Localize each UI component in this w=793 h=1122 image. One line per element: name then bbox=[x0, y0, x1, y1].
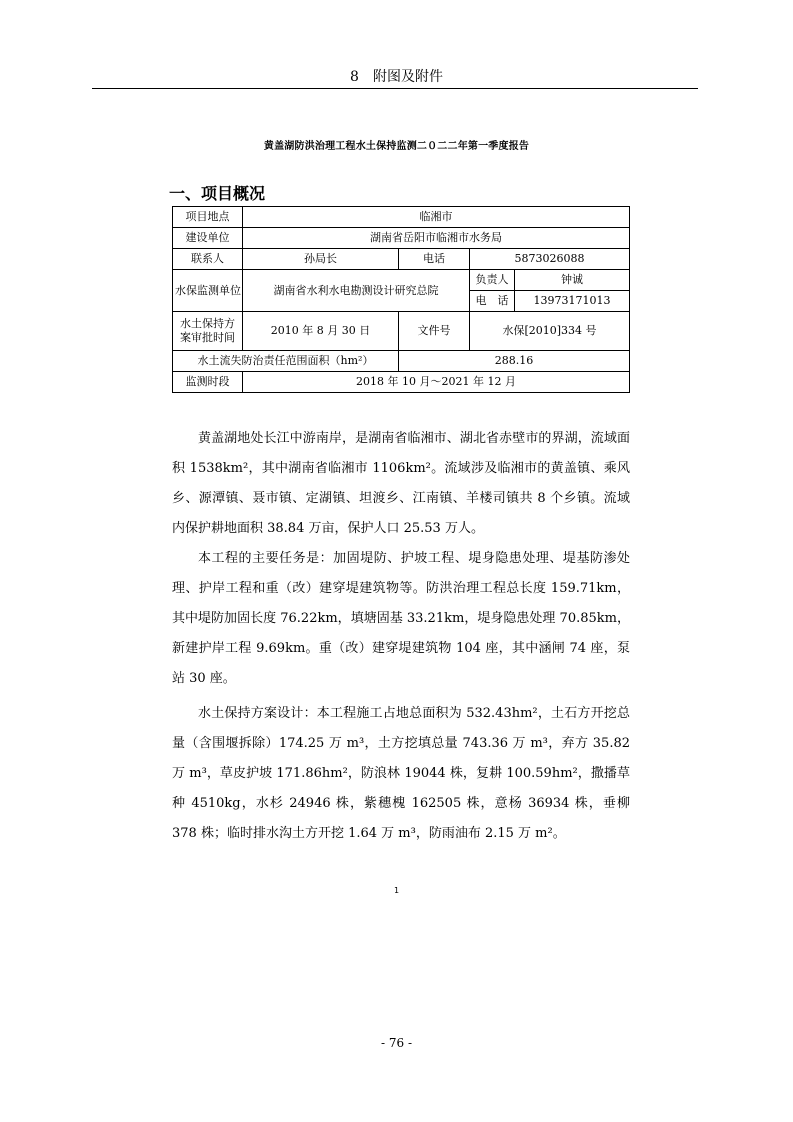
phone-label: 电话 bbox=[399, 249, 470, 270]
responsible-value: 钟诚 bbox=[515, 270, 630, 291]
inner-page-number: 1 bbox=[393, 886, 400, 895]
area-value: 288.16 bbox=[399, 351, 630, 372]
overview-paragraph: 黄盖湖地处长江中游南岸，是湖南省临湘市、湖北省赤壁市的界湖，流域面积 1538km²，其中湖南省临湘市 1106km²。流域涉及临湘市的黄盖镇、乘风乡、源潭镇、聂市镇、定湖镇、坦渡乡、江南镇、羊楼司镇共 8 个乡镇。流域内保护耕地面积 38.84 万亩，保护人口 25.53 万人。 bbox=[172, 431, 630, 536]
plan-label: 水土保持方案审批时间 bbox=[173, 312, 243, 351]
table-row bbox=[173, 249, 630, 270]
project-info-table bbox=[172, 206, 630, 393]
monitor-unit-value: 湖南省水利水电勘测设计研究总院 bbox=[243, 270, 470, 312]
table-row bbox=[173, 207, 630, 228]
table-row bbox=[173, 351, 630, 372]
section-title: 一、项目概况 bbox=[169, 184, 266, 203]
plan-date: 2010 年 8 月 30 日 bbox=[243, 312, 399, 351]
builder-value: 湖南省岳阳市临湘市水务局 bbox=[243, 228, 630, 249]
period-value: 2018 年 10 月～2021 年 12 月 bbox=[243, 372, 630, 393]
period-label: 监测时段 bbox=[173, 372, 243, 393]
running-header: 8 附图及附件 bbox=[350, 69, 443, 85]
table-row bbox=[173, 312, 630, 351]
builder-label: 建设单位 bbox=[173, 228, 243, 249]
contact-label: 联系人 bbox=[173, 249, 243, 270]
footer-page-number: - 76 - bbox=[380, 1036, 412, 1050]
location-label: 项目地点 bbox=[173, 207, 243, 228]
monitor-phone-value: 13973171013 bbox=[515, 291, 630, 312]
responsible-label: 负责人 bbox=[470, 270, 515, 291]
table-row bbox=[173, 372, 630, 393]
plan-paragraph: 水土保持方案设计：本工程施工占地总面积为 532.43hm²，土石方开挖总量（含围堰拆除）174.25 万 m³，土方挖填总量 743.36 万 m³，弃方 35.82 万 m³，草皮护坡 171.86hm²，防浪林 19044 株，复耕 100.59hm²，撒播草种 4510kg，水杉 24946 株，紫穗槐 162505 株，意杨 36934 株，垂柳 378 株；临时排水沟土方开挖 1.64 万 m³，防雨油布 2.15 万 m²。 bbox=[172, 706, 630, 841]
table-row bbox=[173, 228, 630, 249]
monitor-unit-label: 水保监测单位 bbox=[173, 270, 243, 312]
doc-label: 文件号 bbox=[399, 312, 470, 351]
phone-value: 5873026088 bbox=[470, 249, 630, 270]
tasks-paragraph: 本工程的主要任务是：加固堤防、护坡工程、堤身隐患处理、堤基防渗处理、护岸工程和重（改）建穿堤建筑物等。防洪治理工程总长度 159.71km，其中堤防加固长度 76.22km，填塘固基 33.21km，堤身隐患处理 70.85km，新建护岸工程 9.69km。重（改）建穿堤建筑物 104 座，其中涵闸 74 座，泵站 30 座。 bbox=[172, 551, 630, 686]
monitor-phone-label: 电 话 bbox=[470, 291, 515, 312]
contact-value: 孙局长 bbox=[243, 249, 399, 270]
area-label: 水土流失防治责任范围面积（hm²） bbox=[173, 351, 399, 372]
header-rule bbox=[92, 88, 698, 89]
report-title: 黄盖湖防洪治理工程水土保持监测二０二二年第一季度报告 bbox=[263, 141, 530, 152]
table-row bbox=[173, 270, 630, 291]
location-value: 临湘市 bbox=[243, 207, 630, 228]
doc-value: 水保[2010]334 号 bbox=[470, 312, 630, 351]
